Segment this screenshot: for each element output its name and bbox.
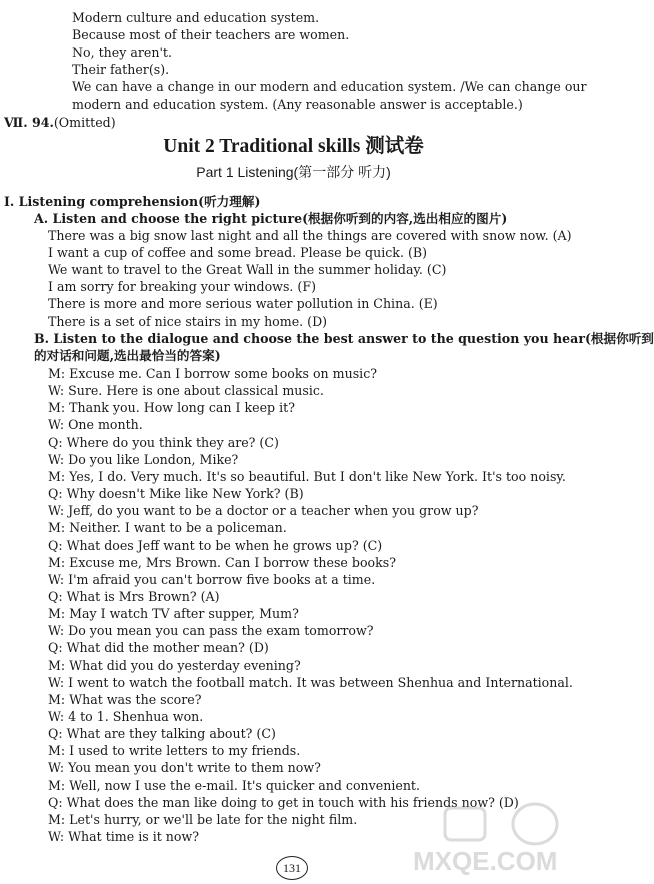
dialogue-text: W: 4 to 1. Shenhua won. xyxy=(48,709,204,724)
dialogue-text: M: Thank you. How long can I keep it? xyxy=(48,400,295,416)
dialogue-text: W: I'm afraid you can't borrow five books at a time. xyxy=(48,571,376,587)
dialogue-text: Q: What is Mrs Brown? (A) xyxy=(48,588,220,604)
dialogue-text: M: Let's hurry, or we'll be late for the night film. xyxy=(48,811,358,827)
picture-item-text: There was a big snow last night and all the things are covered with snow now. (A) xyxy=(48,228,572,243)
dialogue-text: Q: Why doesn't Mike like New York? (B) xyxy=(48,486,304,502)
dialogue-text: M: May I watch TV after supper, Mum? xyxy=(48,606,299,622)
dialogue-text: Q: What are they talking about? (C) xyxy=(48,726,276,742)
dialogue-text: M: Well, now I use the e-mail. It's quicker and convenient. xyxy=(48,777,420,793)
dialogue-text: M: Neither. I want to be a policeman. xyxy=(48,520,287,536)
watermark-text: MXQE.COM xyxy=(413,846,558,876)
dialogue-text: M: Yes, I do. Very much. It's so beautiful. But I don't like New York. It's too noisy. xyxy=(48,468,566,484)
part-subtitle: Part 1 Listening(第一部分 听力) xyxy=(196,164,391,180)
answer-text: No, they aren't. xyxy=(72,44,172,60)
dialogue-text: Q: What did the mother mean? (D) xyxy=(48,640,269,656)
answer-text: Their father(s). xyxy=(72,61,170,77)
answer-text: We can have a change in our modern and education system. /We can change our xyxy=(72,79,587,95)
dialogue-text: W: Do you mean you can pass the exam tomorrow? xyxy=(48,623,374,639)
picture-item-text: I am sorry for breaking your windows. (F) xyxy=(48,279,316,295)
dialogue-text: W: Do you like London, Mike? xyxy=(48,451,239,467)
section-i-heading: Ⅰ. Listening comprehension(听力理解) xyxy=(4,194,261,209)
section-a-heading: A. Listen and choose the right picture(根据你听到的内容,选出相应的图片) xyxy=(34,211,508,226)
dialogue-text: M: Excuse me. Can I borrow some books on music? xyxy=(48,366,378,381)
dialogue-text: W: I went to watch the football match. It was between Shenhua and International. xyxy=(48,674,573,690)
dialogue-text: M: I used to write letters to my friends. xyxy=(48,743,301,759)
dialogue-text: M: Excuse me, Mrs Brown. Can I borrow these books? xyxy=(48,554,396,570)
section-b-heading-line2: 的对话和问题,选出最恰当的答案) xyxy=(34,348,221,363)
dialogue-text: M: What did you do yesterday evening? xyxy=(48,657,301,673)
section-b-heading-line1: B. Listen to the dialogue and choose the best answer to the question you hear(根据你听到 xyxy=(34,331,654,346)
dialogue-text: Q: What does Jeff want to be when he grows up? (C) xyxy=(48,537,383,553)
picture-item-text: There is a set of nice stairs in my home. (D) xyxy=(48,313,328,329)
section-7-label: Ⅶ. 94. xyxy=(4,115,54,130)
dialogue-text: Q: What does the man like doing to get in touch with his friends now? (D) xyxy=(48,794,519,810)
dialogue-text: W: You mean you don't write to them now? xyxy=(48,760,321,776)
dialogue-text: W: Jeff, do you want to be a doctor or a teacher when you grow up? xyxy=(48,503,479,519)
section-7-line xyxy=(4,114,116,131)
picture-item-text: I want a cup of coffee and some bread. Please be quick. (B) xyxy=(48,245,428,261)
page-number: 131 xyxy=(276,856,308,880)
answer-text: Modern culture and education system. xyxy=(72,10,320,25)
page-title: Unit 2 Traditional skills 测试卷 xyxy=(163,136,424,157)
dialogue-text: Q: Where do you think they are? (C) xyxy=(48,434,279,450)
picture-item-text: There is more and more serious water pollution in China. (E) xyxy=(48,296,438,312)
dialogue-text: M: What was the score? xyxy=(48,691,202,707)
dialogue-text: W: One month. xyxy=(48,417,143,433)
dialogue-text: W: Sure. Here is one about classical music. xyxy=(48,383,324,399)
picture-item-text: We want to travel to the Great Wall in the summer holiday. (C) xyxy=(48,262,447,278)
watermark-logo xyxy=(405,798,585,878)
answer-text: Because most of their teachers are women. xyxy=(72,27,350,43)
dialogue-text: W: What time is it now? xyxy=(48,829,200,845)
answer-text: modern and education system. (Any reasonable answer is acceptable.) xyxy=(72,96,523,112)
section-7-text: (Omitted) xyxy=(53,115,116,130)
